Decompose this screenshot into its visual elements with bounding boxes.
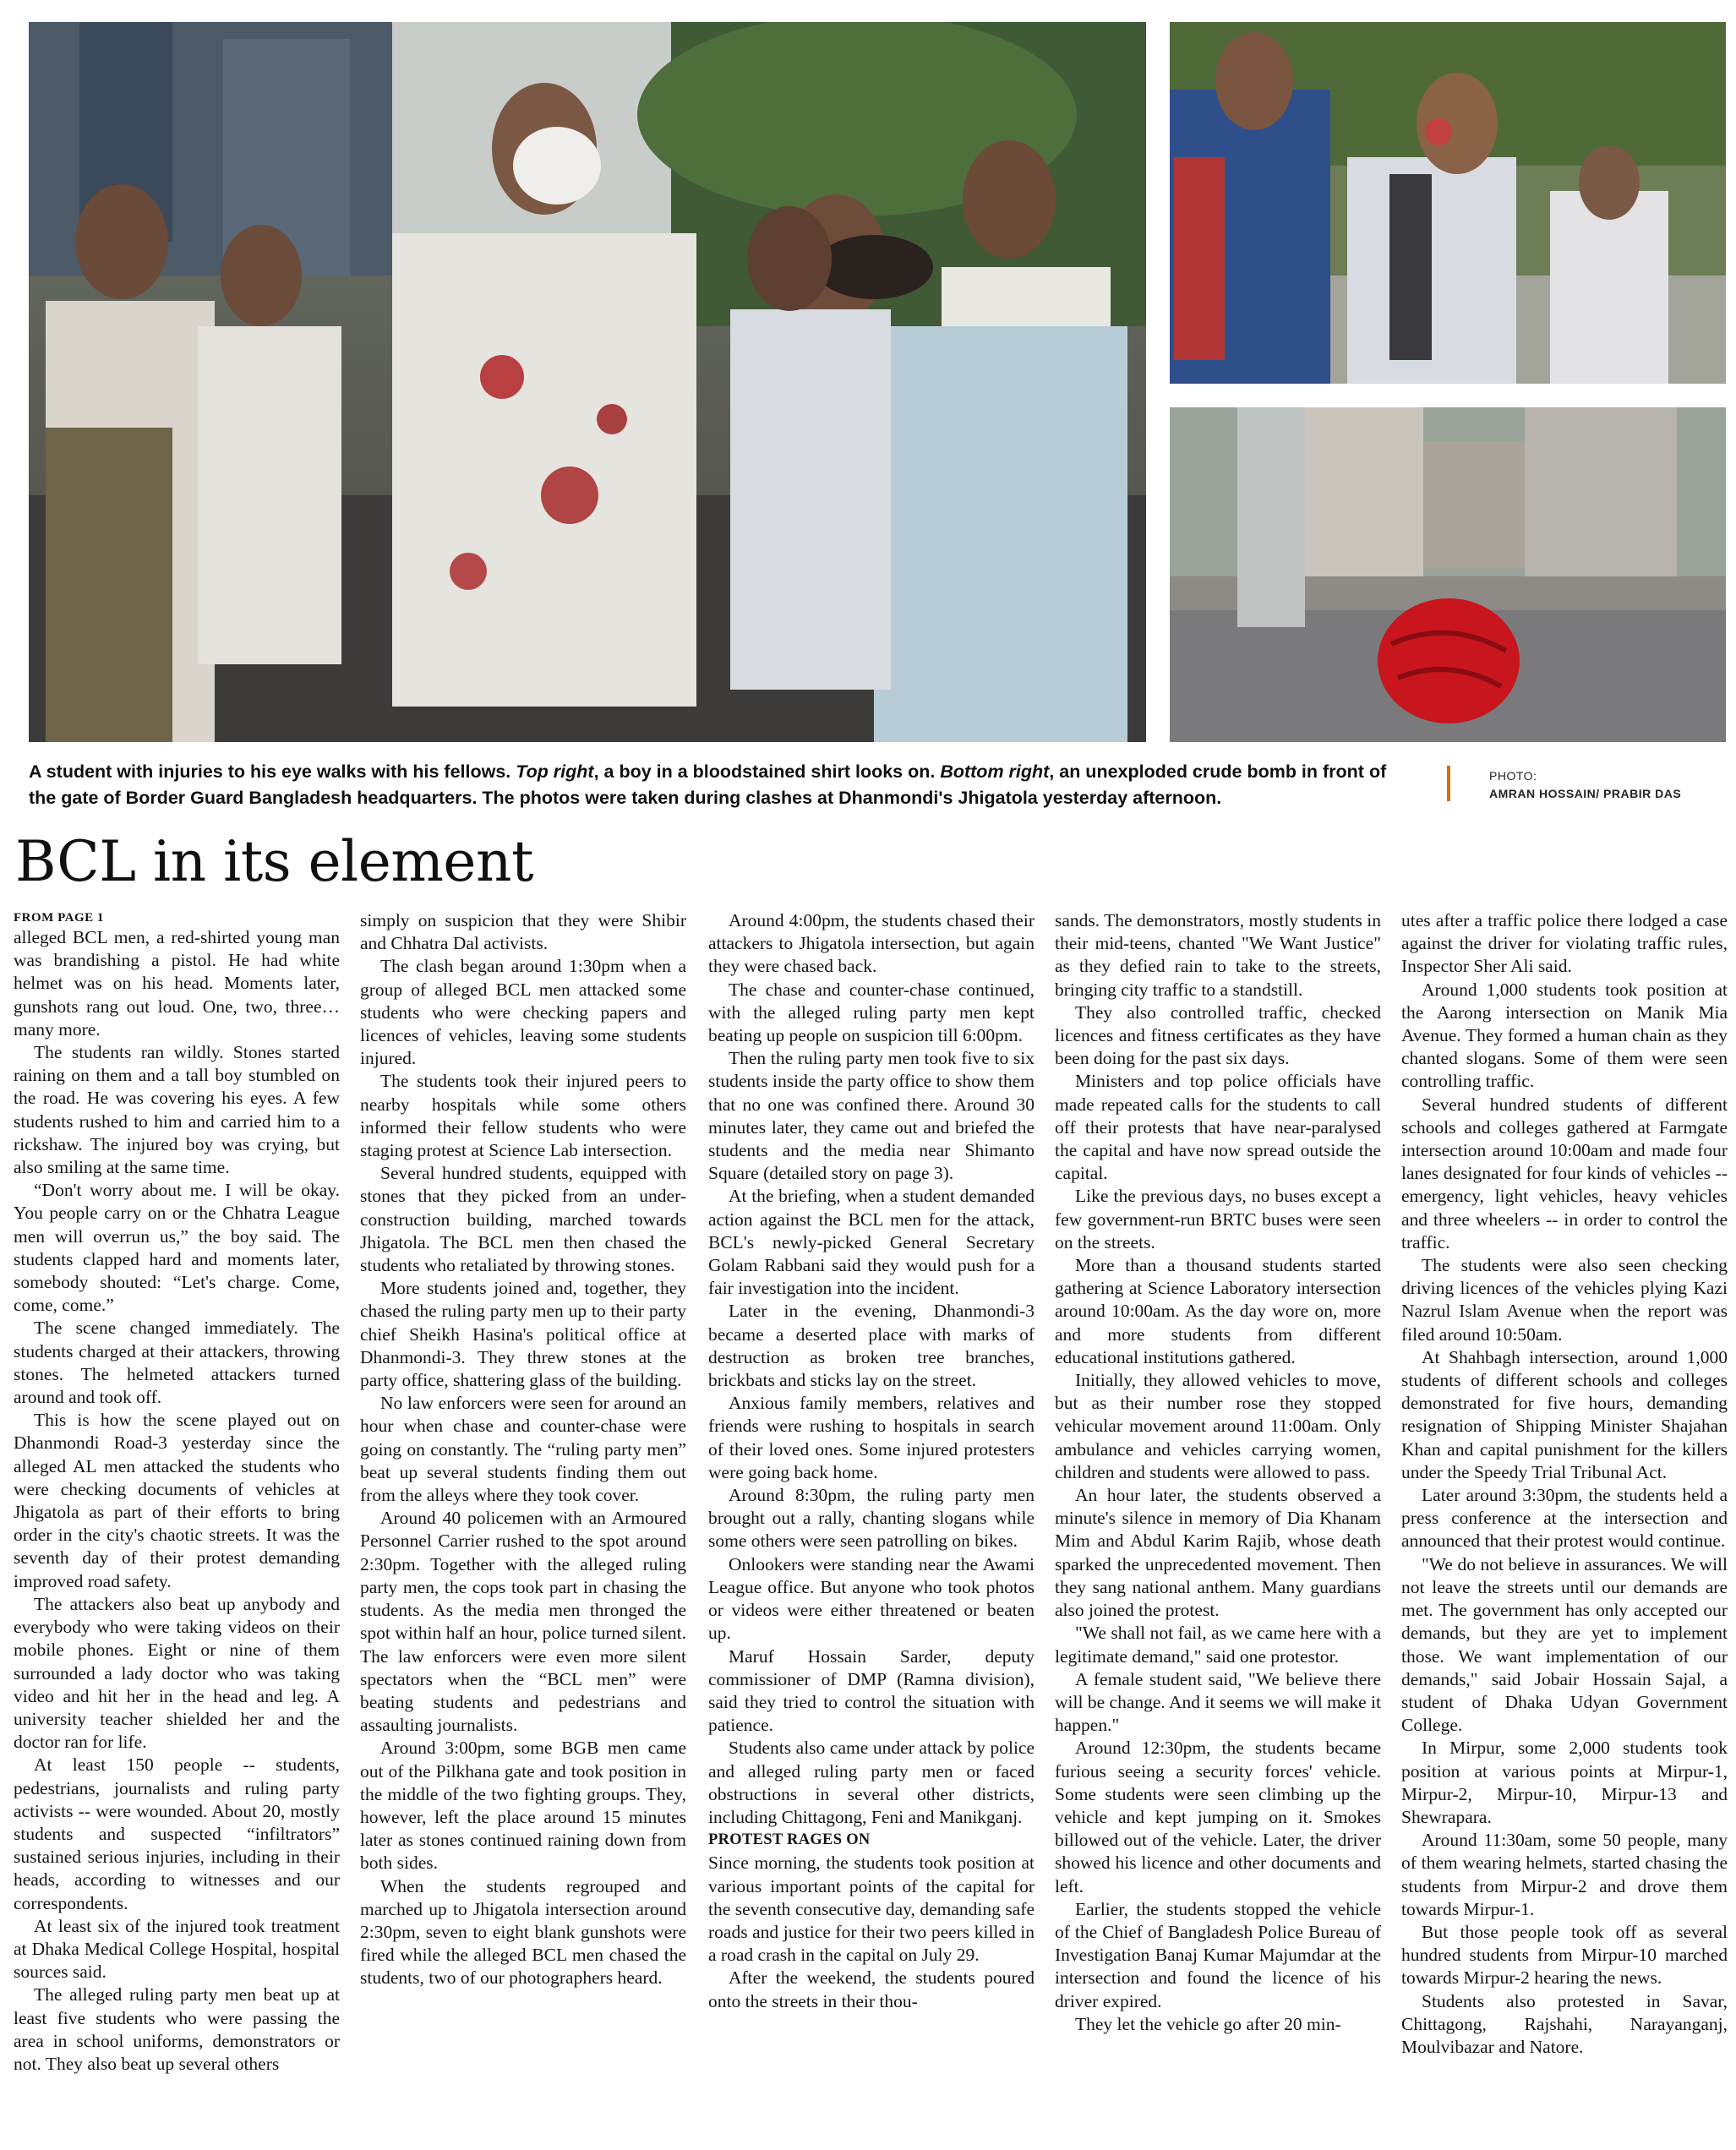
paragraph: Ministers and top police officials have made repeated calls for the students to call off their protests that have near-paralysed the capital and have now spread outside the capital. — [1055, 1071, 1381, 1184]
paragraph: Students also came under attack by police and alleged ruling party men or faced obstructions in several other districts, including Chittagong, Feni and Manikganj. — [708, 1738, 1035, 1827]
paragraph: At least six of the injured took treatment at Dhaka Medical College Hospital, hospital sources said. — [14, 1915, 340, 1983]
paragraph: At the briefing, when a student demanded action against the BCL men for the attack, BCL's newly-picked General Secretary Golam Rabbani said they would push for a fair investigation into the incident. — [708, 1186, 1035, 1299]
paragraph: Around 3:00pm, some BGB men came out of the Pilkhana gate and took position in the middle of the two fighting groups. They, however, left the place around 15 minutes later as stones continued raining down from both sides. — [360, 1738, 686, 1874]
paragraph: Since morning, the students took position at various important points of the capital for the seventh consecutive day, demanding safe roads and justice for their two peers killed in a road crash in the capital on July 29. — [708, 1853, 1035, 1966]
paragraph: Around 1,000 students took position at the Aarong intersection on Manik Mia Avenue. They formed a human chain as they chanted slogans. Some of them were seen controlling traffic. — [1401, 979, 1728, 1092]
photo-crude-bomb — [1170, 407, 1726, 742]
caption-text-3: , an unexploded crude bomb in front of the gate of Border Guard Bangladesh headquarters. The photos were taken during clashes at Dhanmondi's Jhigatola yesterday afternoon. — [29, 761, 1387, 808]
paragraph: Anxious family members, relatives and friends were rushing to hospitals in search of their loved ones. Some injured protesters were going back home. — [708, 1393, 1035, 1482]
paragraph: The clash began around 1:30pm when a group of alleged BCL men attacked some students who were checking papers and licences of vehicles, leaving some students injured. — [360, 956, 686, 1069]
paragraph: Students also protested in Savar, Chittagong, Rajshahi, Narayanganj, Moulvibazar and Natore. — [1401, 1990, 1728, 2057]
article-column-1 — [14, 909, 340, 2136]
photo-injured-student — [29, 22, 1146, 742]
paragraph: Maruf Hossain Sarder, deputy commissioner of DMP (Ramna division), said they tried to control the situation with patience. — [708, 1645, 1035, 1736]
paragraph: sands. The demonstrators, mostly students in their mid-teens, chanted "We Want Justice" as they defied rain to take to the streets, bringing city traffic to a standstill. — [1055, 910, 1381, 1000]
paragraph: An hour later, the students observed a minute's silence in memory of Dia Khanam Mim and Abdul Karim Rajib, whose death sparked the unprecedented movement. Then they sang national anthem. Many guardians also joined the protest. — [1055, 1485, 1381, 1621]
paragraph: Initially, they allowed vehicles to move, but as their number rose they stopped vehicular movement around 11:00am. Only ambulance and vehicles carrying women, children and students were allowed to pass. — [1055, 1370, 1381, 1482]
paragraph: The alleged ruling party men beat up at least five students who were passing the area in school uniforms, demonstrators or not. They also beat up several others — [14, 1984, 340, 2074]
paragraph: The students were also seen checking driving licences of the vehicles plying Kazi Nazrul Islam Avenue when the report was filed around 10:50am. — [1401, 1255, 1728, 1345]
paragraph: The students took their injured peers to nearby hospitals while some others informed their fellow students who were staging protest at Science Lab intersection. — [360, 1071, 686, 1161]
photo-credit-label: PHOTO: — [1489, 769, 1537, 783]
paragraph: Later around 3:30pm, the students held a press conference at the intersection and announced that their protest would continue. — [1401, 1485, 1728, 1552]
paragraph: "We shall not fail, as we came here with a legitimate demand," said one protestor. — [1055, 1623, 1381, 1667]
paragraph: At Shahbagh intersection, around 1,000 students of different schools and colleges demonstrated for five hours, demanding resignation of Shipping Minister Shajahan Khan and capital punishment for the killers under the Speedy Trial Tribunal Act. — [1401, 1346, 1728, 1482]
headline: BCL in its element — [15, 829, 534, 894]
kicker: FROM PAGE 1 — [14, 911, 104, 925]
photo-bloodstained-boy-image — [1170, 22, 1726, 384]
article-column-5 — [1401, 909, 1728, 2136]
paragraph: Around 11:30am, some 50 people, many of them wearing helmets, started chasing the students from Mirpur-2 and drove them towards Mirpur-1. — [1401, 1830, 1728, 1919]
paragraph: No law enforcers were seen for around an hour when chase and counter-chase were going on constantly. The “ruling party men” beat up several students finding them out from the alleys where they took cover. — [360, 1393, 686, 1506]
paragraph: Around 8:30pm, the ruling party men brought out a rally, chanting slogans while some others were seen patrolling on bikes. — [708, 1485, 1035, 1552]
caption-text-1: A student with injuries to his eye walks with his fellows. — [29, 761, 516, 782]
paragraph: When the students regrouped and marched up to Jhigatola intersection around 2:30pm, seven to eight blank gunshots were fired while the alleged BCL men chased the students, two of our photographers heard. — [360, 1875, 686, 1989]
photo-caption — [29, 759, 1406, 811]
article-column-4 — [1055, 909, 1381, 2136]
paragraph: Then the ruling party men took five to six students inside the party office to show them that no one was confined there. Around 30 minutes later, they came out and briefed the students and the media near Shimanto Square (detailed story on page 3). — [708, 1048, 1035, 1184]
paragraph: More than a thousand students started gathering at Science Laboratory intersection around 10:00am. As the day wore on, more and more students from different educational institutions gathered. — [1055, 1255, 1381, 1367]
paragraph: Around 12:30pm, the students became furious seeing a security forces' vehicle. Some students were seen climbing up the vehicle and kept jumping on it. Smokes billowed out of the vehicle. Later, the driver showed his licence and other documents and left. — [1055, 1738, 1381, 1896]
paragraph: “Don't worry about me. I will be okay. You people carry on or the Chhatra League men will overrun us,” the boy said. The students clapped hard and moments later, somebody shouted: “Let's charge. Come, come, come.” — [14, 1180, 340, 1316]
paragraph: Several hundred students of different schools and colleges gathered at Farmgate intersection around 10:00am and made four lanes designated for four kinds of vehicles -- emergency, light vehicles, heavy vehicles and three wheelers -- in order to control the traffic. — [1401, 1094, 1728, 1252]
paragraph: More students joined and, together, they chased the ruling party men up to their party chief Sheikh Hasina's political office at Dhanmondi-3. They threw stones at the party office, shattering glass of the building. — [360, 1278, 686, 1391]
paragraph: Like the previous days, no buses except a few government-run BRTC buses were seen on the streets. — [1055, 1186, 1381, 1252]
paragraph: In Mirpur, some 2,000 students took position at various points at Mirpur-1, Mirpur-2, Mirpur-10, Mirpur-13 and Shewrapara. — [1401, 1738, 1728, 1827]
paragraph: Around 40 policemen with an Armoured Personnel Carrier rushed to the spot around 2:30pm. Together with the alleged ruling party men, the cops took part in chasing the students. As the media men thronged the spot within half an hour, police turned silent. The law enforcers were even more silent spectators when the “BCL men” were beating students and pedestrians and assaulting journalists. — [360, 1508, 686, 1736]
photo-bloodstained-boy — [1170, 22, 1726, 384]
paragraph: They also controlled traffic, checked licences and fitness certificates as they have been doing for the past six days. — [1055, 1001, 1381, 1069]
paragraph: simply on suspicion that they were Shibir and Chhatra Dal activists. — [360, 910, 686, 954]
article-column-3 — [708, 909, 1035, 2136]
paragraph: The scene changed immediately. The students charged at their attackers, throwing stones. The helmeted attackers turned around and took off. — [14, 1318, 340, 1408]
paragraph: At least 150 people -- students, pedestrians, journalists and ruling party activists -- were wounded. About 20, mostly students and suspected “infiltrators” sustained serious injuries, including in their heads, according to witnesses and our correspondents. — [14, 1754, 340, 1913]
paragraph: This is how the scene played out on Dhanmondi Road-3 yesterday since the alleged AL men attacked the students who were checking documents of vehicles at Jhigatola as part of their efforts to bring order in the city's chaotic streets. It was the seventh day of their protest demanding improved road safety. — [14, 1410, 340, 1591]
paragraph: After the weekend, the students poured onto the streets in their thou- — [708, 1967, 1035, 2011]
paragraph: The students ran wildly. Stones started raining on them and a tall boy stumbled on the road. He was covering his eyes. A few students rushed to him and carried him to a rickshaw. The injured boy was crying, but also smiling at the same time. — [14, 1042, 340, 1178]
paragraph: Earlier, the students stopped the vehicle of the Chief of Bangladesh Police Bureau of Investigation Banaj Kumar Majumdar at the intersection and found the licence of his driver expired. — [1055, 1898, 1381, 2011]
paragraph: Several hundred students, equipped with stones that they picked from an under-construction building, marched towards Jhigatola. The BCL men then chased the students who retaliated by throwing stones. — [360, 1163, 686, 1276]
caption-bottom-right: Bottom right — [940, 761, 1050, 782]
paragraph: But those people took off as several hundred students from Mirpur-10 marched towards Mirpur-2 hearing the news. — [1401, 1921, 1728, 1989]
paragraph: Around 4:00pm, the students chased their attackers to Jhigatola intersection, but again they were chased back. — [708, 910, 1035, 977]
paragraph: utes after a traffic police there lodged a case against the driver for violating traffic rules, Inspector Sher Ali said. — [1401, 910, 1728, 977]
photo-injured-student-image — [29, 22, 1146, 742]
paragraph: alleged BCL men, a red-shirted young man was brandishing a pistol. He had white helmet was on his head. Moments later, gunshots rang out loud. One, two, three… many more. — [14, 927, 340, 1040]
paragraph: "We do not believe in assurances. We will not leave the streets until our demands are met. The government has only accepted our demands, but they are yet to implement those. We want implementation of our demands," said Jobair Hossain Sajal, a student of Dhaka Udyan Government College. — [1401, 1553, 1728, 1736]
caption-text-2: , a boy in a bloodstained shirt looks on. — [593, 761, 941, 782]
subhead: PROTEST RAGES ON — [708, 1831, 871, 1849]
article-column-2 — [360, 909, 686, 2136]
paragraph: The chase and counter-chase continued, with the alleged ruling party men kept beating up people on suspicion till 6:00pm. — [708, 979, 1035, 1046]
caption-top-right: Top right — [516, 761, 594, 782]
photo-crude-bomb-image — [1170, 407, 1726, 742]
photo-credit — [1489, 767, 1736, 803]
paragraph: A female student said, "We believe there will be change. And it seems we will make it happen." — [1055, 1668, 1381, 1736]
photo-credit-names: AMRAN HOSSAIN/ PRABIR DAS — [1489, 787, 1682, 800]
paragraph: The attackers also beat up anybody and everybody who were taking videos on their mobile phones. Eight or nine of them surrounded a lady doctor who was taking video and hit her in the head and leg. A university teacher shielded her and the doctor ran for life. — [14, 1593, 340, 1753]
paragraph: Onlookers were standing near the Awami League office. But anyone who took photos or videos were either threatened or beaten up. — [708, 1553, 1035, 1644]
paragraph: They let the vehicle go after 20 min- — [1075, 2013, 1341, 2034]
caption-divider — [1447, 766, 1450, 801]
paragraph: Later in the evening, Dhanmondi-3 became a deserted place with marks of destruction as broken tree branches, brickbats and sticks lay on the street. — [708, 1301, 1035, 1391]
